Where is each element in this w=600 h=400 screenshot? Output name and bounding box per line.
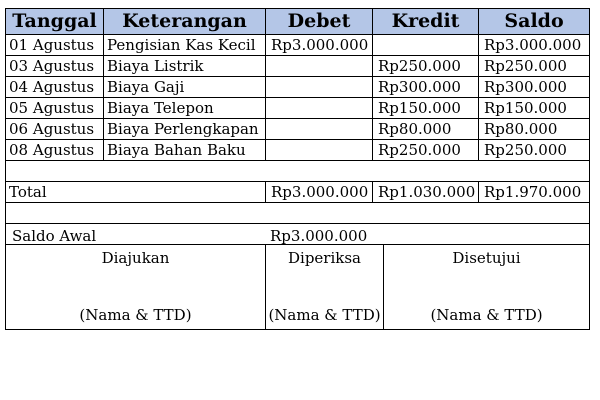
cell-debit xyxy=(266,119,373,140)
cell-description: Biaya Listrik xyxy=(104,56,266,77)
spacer-cell xyxy=(6,161,590,182)
cell-balance: Rp80.000 xyxy=(479,119,590,140)
total-label: Total xyxy=(6,182,266,203)
cell-credit: Rp150.000 xyxy=(373,98,479,119)
header-credit: Kredit xyxy=(373,9,479,35)
petty-cash-ledger xyxy=(5,8,590,330)
signature-row xyxy=(6,245,590,330)
cell-balance: Rp300.000 xyxy=(479,77,590,98)
cell-description: Biaya Gaji xyxy=(104,77,266,98)
cell-credit: Rp80.000 xyxy=(373,119,479,140)
cell-description: Biaya Telepon xyxy=(104,98,266,119)
total-balance: Rp1.970.000 xyxy=(479,182,590,203)
cell-date: 03 Agustus xyxy=(6,56,104,77)
cell-credit: Rp250.000 xyxy=(373,140,479,161)
table-row xyxy=(6,119,590,140)
cell-description: Pengisian Kas Kecil xyxy=(104,35,266,56)
signature-label: Diperiksa xyxy=(288,249,362,267)
cell-date: 01 Agustus xyxy=(6,35,104,56)
cell-balance: Rp250.000 xyxy=(479,140,590,161)
cell-debit xyxy=(266,140,373,161)
summary-block xyxy=(6,224,590,245)
summary-row xyxy=(6,224,590,245)
total-credit: Rp1.030.000 xyxy=(373,182,479,203)
signature-submitted xyxy=(6,245,266,330)
cell-debit xyxy=(266,77,373,98)
table-row xyxy=(6,56,590,77)
cell-description: Biaya Bahan Baku xyxy=(104,140,266,161)
header-balance: Saldo xyxy=(479,9,590,35)
header-description: Keterangan xyxy=(104,9,266,35)
total-row xyxy=(6,182,590,203)
cell-debit: Rp3.000.000 xyxy=(266,35,373,56)
spacer-row xyxy=(6,161,590,182)
cell-date: 04 Agustus xyxy=(6,77,104,98)
cell-debit xyxy=(266,98,373,119)
signature-label: Diajukan xyxy=(101,249,170,267)
cell-balance: Rp150.000 xyxy=(479,98,590,119)
spacer-row xyxy=(6,203,590,224)
cell-debit xyxy=(266,56,373,77)
summary-label: Saldo Awal xyxy=(12,227,97,245)
signature-name: (Nama & TTD) xyxy=(79,306,192,324)
cell-description: Biaya Perlengkapan xyxy=(104,119,266,140)
cell-credit: Rp250.000 xyxy=(373,56,479,77)
signature-checked xyxy=(266,245,384,330)
table-row xyxy=(6,77,590,98)
cell-date: 05 Agustus xyxy=(6,98,104,119)
summary-value: Rp3.000.000 xyxy=(270,227,368,245)
cell-date: 08 Agustus xyxy=(6,140,104,161)
cell-credit: Rp300.000 xyxy=(373,77,479,98)
signature-label: Disetujui xyxy=(452,249,521,267)
spacer-cell xyxy=(6,203,590,224)
signature-name: (Nama & TTD) xyxy=(268,306,381,324)
total-debit: Rp3.000.000 xyxy=(266,182,373,203)
header-debit: Debet xyxy=(266,9,373,35)
signature-name: (Nama & TTD) xyxy=(430,306,543,324)
cell-balance: Rp3.000.000 xyxy=(479,35,590,56)
signature-approved xyxy=(384,245,590,330)
cell-date: 06 Agustus xyxy=(6,119,104,140)
table-row xyxy=(6,140,590,161)
table-row xyxy=(6,98,590,119)
table-row xyxy=(6,35,590,56)
cell-balance: Rp250.000 xyxy=(479,56,590,77)
cell-credit xyxy=(373,35,479,56)
header-row xyxy=(6,9,590,35)
header-date: Tanggal xyxy=(6,9,104,35)
